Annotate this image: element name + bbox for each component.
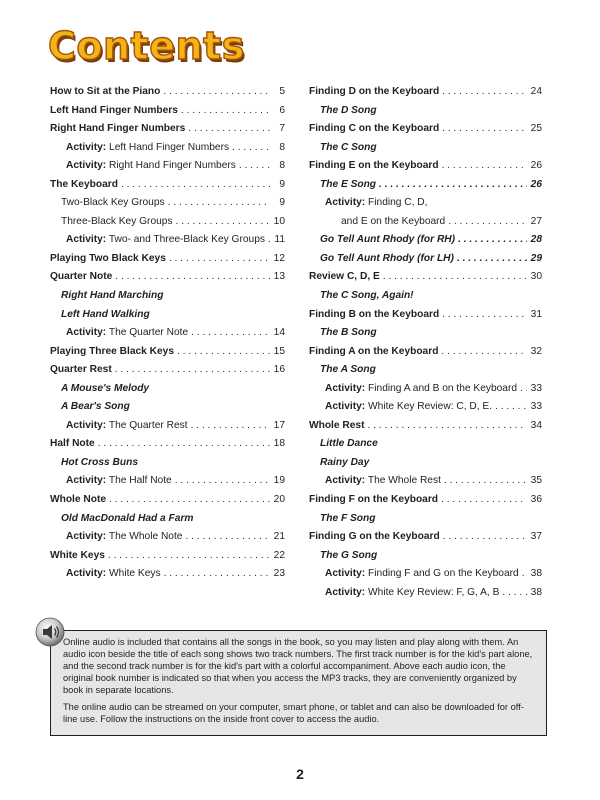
dot-leader <box>169 250 270 269</box>
toc-entry <box>50 491 285 510</box>
toc-entry-title: Rainy Day <box>320 456 370 468</box>
toc-page-number: 18 <box>273 438 285 450</box>
toc-page-number: 6 <box>279 104 285 116</box>
toc-entry <box>50 250 285 269</box>
toc-entry-title: Whole Note <box>50 494 107 506</box>
toc-entry <box>50 176 285 195</box>
dot-leader <box>177 343 270 362</box>
toc-song <box>309 324 542 343</box>
toc-song <box>50 454 285 473</box>
toc-entry-title: Finding A on the Keyboard <box>309 345 439 357</box>
dot-leader <box>522 565 527 584</box>
activity-label: Activity: <box>66 531 107 543</box>
toc-entry-title: The F Song <box>320 512 376 524</box>
dot-leader <box>168 194 270 213</box>
toc-activity <box>309 565 542 584</box>
toc-song <box>309 250 542 269</box>
toc-entry-title: Playing Three Black Keys <box>50 345 175 357</box>
toc-entry-title <box>66 417 188 436</box>
toc-entry <box>309 528 542 547</box>
toc-activity <box>50 157 285 176</box>
dot-leader <box>442 120 527 139</box>
activity-label: Activity: <box>66 141 107 153</box>
activity-title: Left Hand Finger Numbers <box>109 141 230 153</box>
toc-entry-title: The B Song <box>320 327 377 339</box>
toc-song <box>309 139 542 158</box>
toc-page-number: 15 <box>273 345 285 357</box>
toc-entry-title: Finding C on the Keyboard <box>309 123 440 135</box>
speaker-icon <box>35 617 65 647</box>
activity-label: Activity: <box>66 234 107 246</box>
toc-entry-title: Playing Two Black Keys <box>50 252 166 264</box>
activity-title: Finding C, D, <box>368 197 428 209</box>
toc-entry <box>50 435 285 454</box>
dot-leader <box>441 491 527 510</box>
toc-entry-title <box>325 194 428 213</box>
activity-title: Two- and Three-Black Key Groups <box>108 234 265 246</box>
toc-song <box>50 306 285 325</box>
toc-entry <box>309 268 542 287</box>
toc-page-number: 25 <box>530 123 542 135</box>
toc-song <box>309 176 542 195</box>
dot-leader <box>367 417 527 436</box>
toc-activity <box>50 139 285 158</box>
toc-entry-title: Left Hand Finger Numbers <box>50 104 178 116</box>
toc-song <box>309 454 542 473</box>
dot-leader <box>115 361 270 380</box>
activity-title: Right Hand Finger Numbers <box>109 160 236 172</box>
toc-song <box>50 398 285 417</box>
toc-entry-title: White Keys <box>50 549 105 561</box>
dot-leader <box>442 83 527 102</box>
toc-entry-title <box>66 139 229 158</box>
activity-label: Activity: <box>66 160 107 172</box>
page-number: 2 <box>296 766 304 782</box>
activity-label: Activity: <box>325 197 366 209</box>
toc-page-number: 9 <box>279 197 285 209</box>
toc-entry-title: Review C, D, E <box>309 271 380 283</box>
toc-entry-title: The A Song <box>320 364 376 376</box>
activity-title: Finding F and G on the Keyboard <box>368 568 519 580</box>
toc-entry <box>50 361 285 380</box>
activity-title: White Keys <box>109 568 161 580</box>
toc-entry-title: Half Note <box>50 438 95 450</box>
toc-song <box>309 435 542 454</box>
activity-label: Activity: <box>325 568 366 580</box>
toc-entry-title: A Mouse's Melody <box>61 382 150 394</box>
toc-page-number: 16 <box>273 364 285 376</box>
dot-leader <box>109 491 270 510</box>
toc-entry-title: Three-Black Key Groups <box>61 215 173 227</box>
dot-leader <box>175 472 270 491</box>
toc-entry-title: Two-Black Key Groups <box>61 197 165 209</box>
dot-leader <box>181 102 270 121</box>
toc-entry <box>50 547 285 566</box>
toc-entry-title <box>325 565 519 584</box>
dot-leader <box>442 157 527 176</box>
toc-activity-continued <box>309 213 542 232</box>
toc-page-number: 31 <box>530 308 542 320</box>
toc-entry-title: Finding G on the Keyboard <box>309 531 440 543</box>
toc-entry-title: Left Hand Walking <box>61 308 150 320</box>
toc-activity <box>309 472 542 491</box>
toc-left-column <box>50 83 285 584</box>
dot-leader <box>115 268 270 287</box>
toc-page-number: 23 <box>273 568 285 580</box>
toc-page-number: 29 <box>530 252 542 264</box>
toc-entry <box>50 102 285 121</box>
toc-page-number: 33 <box>530 382 542 394</box>
toc-entry-title: Finding E on the Keyboard <box>309 160 439 172</box>
toc-entry-title: Hot Cross Buns <box>61 456 138 468</box>
activity-label: Activity: <box>325 401 366 413</box>
toc-activity <box>309 194 542 213</box>
toc-page-number: 32 <box>530 345 542 357</box>
toc-page-number: 14 <box>273 327 285 339</box>
toc-entry-title: Right Hand Finger Numbers <box>50 123 186 135</box>
toc-page-number: 8 <box>279 141 285 153</box>
activity-label: Activity: <box>66 475 107 487</box>
toc-entry-title: Whole Rest <box>309 419 365 431</box>
dot-leader <box>448 213 527 232</box>
toc-song <box>309 510 542 529</box>
toc-page-number: 20 <box>273 494 285 506</box>
toc-song <box>50 380 285 399</box>
dot-leader <box>163 83 270 102</box>
dot-leader <box>164 565 270 584</box>
toc-entry <box>309 306 542 325</box>
toc-page-number: 27 <box>530 215 542 227</box>
dot-leader <box>239 157 270 176</box>
toc-subentry <box>50 213 285 232</box>
toc-subentry <box>50 194 285 213</box>
dot-leader <box>121 176 270 195</box>
toc-page-number: 37 <box>530 531 542 543</box>
activity-title: The Half Note <box>108 475 172 487</box>
toc-activity <box>50 231 285 250</box>
toc-entry <box>309 83 542 102</box>
toc-activity <box>309 380 542 399</box>
toc-song <box>309 361 542 380</box>
toc-entry-title: The Keyboard <box>50 178 118 190</box>
toc-page-number: 33 <box>530 401 542 413</box>
dot-leader <box>457 250 527 269</box>
activity-title: White Key Review: F, G, A, B <box>368 586 500 598</box>
toc-page-number: 7 <box>279 123 285 135</box>
toc-activity <box>309 398 542 417</box>
toc-page-number: 9 <box>279 178 285 190</box>
toc-activity <box>50 528 285 547</box>
toc-page-number: 21 <box>273 531 285 543</box>
toc-entry-title: The C Song <box>320 141 377 153</box>
toc-page-number: 36 <box>530 494 542 506</box>
toc-activity <box>50 324 285 343</box>
toc-song <box>309 231 542 250</box>
toc-entry <box>309 157 542 176</box>
toc-entry-title <box>66 231 265 250</box>
toc-entry-title: Little Dance <box>320 438 378 450</box>
toc-page-number: 8 <box>279 160 285 172</box>
toc-page-number: 28 <box>530 234 542 246</box>
toc-entry-title: Right Hand Marching <box>61 290 164 302</box>
toc-page-number: 5 <box>279 86 285 97</box>
toc-song <box>309 547 542 566</box>
toc-entry-title: Finding B on the Keyboard <box>309 308 440 320</box>
toc-activity <box>309 584 542 603</box>
toc-entry-title: Finding F on the Keyboard <box>309 494 439 506</box>
notice-paragraph-2: The online audio can be streamed on your computer, smart phone, or tablet and can also be downloaded for off-line use. Follow the instructions on the inside front cover to access the audio. <box>63 702 524 724</box>
toc-activity <box>50 472 285 491</box>
toc-entry-title <box>66 565 161 584</box>
dot-leader <box>520 380 527 399</box>
toc-song <box>50 287 285 306</box>
activity-label: Activity: <box>66 568 107 580</box>
toc-page-number: 26 <box>530 160 542 172</box>
activity-label: Activity: <box>66 419 107 431</box>
toc-entry-title: The E Song <box>320 178 377 190</box>
toc-entry-title <box>325 472 441 491</box>
dot-leader <box>232 139 270 158</box>
activity-title: The Whole Note <box>108 531 183 543</box>
dot-leader <box>108 547 270 566</box>
dot-leader <box>185 528 270 547</box>
audio-notice-box <box>50 630 547 736</box>
dot-leader <box>502 584 527 603</box>
dot-leader <box>495 398 527 417</box>
toc-song <box>309 287 542 306</box>
dot-leader <box>441 343 527 362</box>
toc-page-number: 38 <box>530 586 542 598</box>
toc-entry <box>50 268 285 287</box>
toc-page-number: 12 <box>273 252 285 264</box>
toc-page-number: 26 <box>530 178 542 190</box>
toc-entry <box>309 343 542 362</box>
toc-entry-title <box>66 472 172 491</box>
dot-leader <box>176 213 270 232</box>
toc-page-number: 17 <box>273 419 285 431</box>
dot-leader <box>444 472 527 491</box>
toc-song <box>309 102 542 121</box>
toc-page-number: 10 <box>273 215 285 227</box>
toc-entry <box>309 120 542 139</box>
toc-entry-title: The G Song <box>320 549 378 561</box>
dot-leader <box>191 324 270 343</box>
toc-song <box>50 510 285 529</box>
toc-entry-title: Go Tell Aunt Rhody (for RH) <box>320 234 456 246</box>
toc-page-number: 19 <box>273 475 285 487</box>
activity-label: Activity: <box>325 586 366 598</box>
toc-page-number: 11 <box>274 234 285 246</box>
activity-title: Finding A and B on the Keyboard <box>368 382 518 394</box>
dot-leader <box>188 120 270 139</box>
toc-page-number: 30 <box>530 271 542 283</box>
dot-leader <box>458 231 527 250</box>
activity-label: Activity: <box>325 475 366 487</box>
toc-entry-title <box>325 380 517 399</box>
toc-activity <box>50 565 285 584</box>
toc-entry <box>309 417 542 436</box>
toc-entry-title <box>325 398 492 417</box>
toc-entry-title: The D Song <box>320 104 377 116</box>
toc-entry-title: Quarter Note <box>50 271 113 283</box>
activity-label: Activity: <box>325 382 366 394</box>
toc-page-number: 38 <box>530 568 542 580</box>
activity-title: The Quarter Rest <box>108 419 188 431</box>
activity-label: Activity: <box>66 327 107 339</box>
toc-right-column <box>309 83 542 602</box>
toc-page-number: 13 <box>273 271 285 283</box>
dot-leader <box>191 417 270 436</box>
toc-entry <box>50 83 285 102</box>
dot-leader <box>383 268 527 287</box>
toc-entry-title: and E on the Keyboard <box>341 215 446 227</box>
toc-page-number: 24 <box>530 86 542 97</box>
toc-entry-title: Go Tell Aunt Rhody (for LH) <box>320 252 454 264</box>
page-title: Contents <box>48 24 245 68</box>
toc-entry-title: Old MacDonald Had a Farm <box>61 512 194 524</box>
activity-title: The Quarter Note <box>108 327 189 339</box>
toc-entry-title <box>66 528 182 547</box>
toc-activity <box>50 417 285 436</box>
toc-entry <box>50 343 285 362</box>
dot-leader <box>268 231 270 250</box>
toc-entry-title: Quarter Rest <box>50 364 112 376</box>
toc-entry-title: A Bear's Song <box>61 401 130 413</box>
toc-page-number: 22 <box>273 549 285 561</box>
toc-entry <box>50 120 285 139</box>
toc-entry <box>309 491 542 510</box>
dot-leader <box>442 306 527 325</box>
dot-leader <box>379 176 527 195</box>
toc-entry-title <box>325 584 499 603</box>
dot-leader <box>443 528 527 547</box>
toc-entry-title: How to Sit at the Piano <box>50 86 161 97</box>
notice-paragraph-1: Online audio is included that contains all the songs in the book, so you may listen and play along with them. An audio icon beside the title of each song shows two track numbers. The first track number is for the kid's part alone, and the second track number is for the kid's part with a colorful accompaniment. Above each audio icon, the original book number is indicated so that when you access the MP3 tracks, they are conveniently organized by book in separate locations. <box>63 637 533 695</box>
toc-entry-title <box>66 157 236 176</box>
activity-title: White Key Review: C, D, E. <box>368 401 493 413</box>
activity-title: The Whole Rest <box>367 475 441 487</box>
toc-page-number: 35 <box>530 475 542 487</box>
dot-leader <box>98 435 270 454</box>
toc-page-number: 34 <box>530 419 542 431</box>
toc-entry-title <box>66 324 188 343</box>
toc-entry-title: The C Song, Again! <box>320 290 414 302</box>
toc-entry-title: Finding D on the Keyboard <box>309 86 440 97</box>
